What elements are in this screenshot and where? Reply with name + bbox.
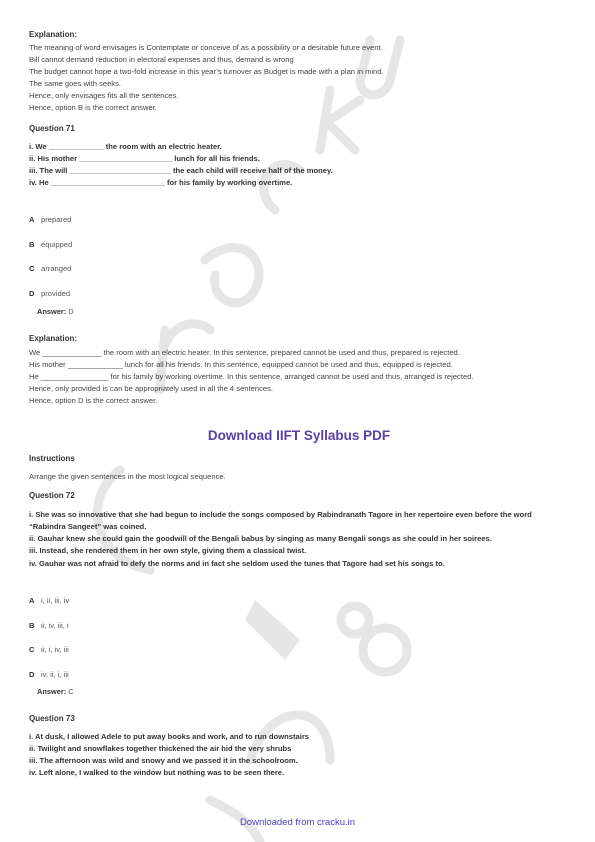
option-text: i, ii, iii, iv bbox=[41, 596, 70, 605]
explanation-line: Hence, only envisages fits all the sentences. bbox=[29, 91, 179, 100]
explanation-heading: Explanation: bbox=[29, 334, 78, 343]
question-71-line: ii. His mother ______________________ lunch for all his friends. bbox=[29, 154, 260, 163]
question-71-line: iii. The will ________________________ the each child will receive half of the money. bbox=[29, 166, 333, 175]
option-text: arranged bbox=[41, 264, 72, 273]
option-text: ii, iv, iii, i bbox=[41, 621, 69, 630]
option-b[interactable] bbox=[29, 621, 69, 630]
explanation-line: Hence, option D is the correct answer. bbox=[29, 396, 158, 405]
option-a[interactable] bbox=[29, 596, 69, 605]
option-text: iv, ii, i, iii bbox=[41, 670, 69, 679]
option-key: B bbox=[29, 621, 35, 630]
footer-source-link[interactable]: Downloaded from cracku.in bbox=[239, 817, 356, 828]
question-72-line: iii. Instead, she rendered them in her own style, giving them a classical twist. bbox=[29, 546, 307, 555]
watermark-ring-2 bbox=[341, 606, 369, 634]
question-72-heading: Question 72 bbox=[29, 491, 75, 500]
download-syllabus-link[interactable]: Download IIFT Syllabus PDF bbox=[207, 428, 391, 443]
question-72-line: iv. Gauhar was not afraid to defy the norms and in fact she seldom used the tunes that Tagore had set his songs to. bbox=[29, 559, 445, 568]
option-key: B bbox=[29, 240, 35, 249]
option-text: ii, i, iv, iii bbox=[41, 645, 69, 654]
question-73-line: iv. Left alone, I walked to the window but nothing was to be seen there. bbox=[29, 768, 285, 777]
explanation-line: The same goes with seeks. bbox=[29, 79, 122, 88]
question-71-line: iv. He ___________________________ for his family by working overtime. bbox=[29, 178, 293, 187]
explanation-line: Hence, option B is the correct answer. bbox=[29, 103, 157, 112]
explanation-line: The meaning of word envisages is Contemplate or conceive of as a possibility or a desirable future event. bbox=[29, 43, 383, 52]
option-text: equipped bbox=[41, 240, 73, 249]
option-key: A bbox=[29, 596, 35, 605]
question-73-heading: Question 73 bbox=[29, 714, 75, 723]
explanation-line: He ________________ for his family by working overtime. In this sentence, arranged cannot be used and thus, arranged is rejected. bbox=[29, 372, 474, 381]
explanation-line: We ______________ the room with an electric heater. In this sentence, prepared cannot be used and thus, prepared is rejected. bbox=[29, 348, 460, 357]
answer-value: C bbox=[68, 687, 74, 696]
option-text: provided bbox=[41, 289, 71, 298]
graduation-cap-icon bbox=[245, 600, 300, 660]
option-d[interactable] bbox=[29, 670, 69, 679]
question-71-heading: Question 71 bbox=[29, 124, 75, 133]
option-key: C bbox=[29, 645, 35, 654]
explanation-line: Hence, only provided is can be appropriately used in all the 4 sentences. bbox=[29, 384, 273, 393]
option-key: D bbox=[29, 670, 35, 679]
watermark-letter-a bbox=[205, 248, 259, 303]
answer-71 bbox=[37, 307, 74, 316]
answer-72 bbox=[37, 687, 74, 696]
option-key: A bbox=[29, 215, 35, 224]
option-d[interactable] bbox=[29, 289, 70, 298]
explanation-line: The budget cannot hope a two-fold increase in this year’s turnover as Budget is made with a plan in mind. bbox=[29, 67, 384, 76]
question-71-line: i. We _____________ the room with an electric heater. bbox=[29, 142, 222, 151]
option-c[interactable] bbox=[29, 645, 69, 654]
explanation-line: Bill cannot demand reduction in electoral expenses and thus, demand is wrong bbox=[29, 55, 294, 64]
question-72-line: ii. Gauhar knew she could gain the goodwill of the Bengali babus by singing as many Bengali songs as she could in her soirees. bbox=[29, 534, 492, 543]
option-c[interactable] bbox=[29, 264, 71, 273]
option-key: D bbox=[29, 289, 35, 298]
answer-label: Answer: bbox=[37, 687, 67, 696]
explanation-heading: Explanation: bbox=[29, 30, 78, 39]
question-73-line: i. At dusk, I allowed Adele to put away books and work, and to run downstairs bbox=[29, 732, 310, 741]
answer-value: D bbox=[68, 307, 74, 316]
option-text: prepared bbox=[41, 215, 72, 224]
watermark-ring-1 bbox=[363, 628, 407, 672]
question-73-line: iii. The afternoon was wild and snowy and we passed it in the schoolroom. bbox=[29, 756, 298, 765]
question-72-line: i. She was so innovative that she had begun to include the songs composed by Rabindranath Tagore in her repertoire even before the word “Rabindra Sangeet” was coined. bbox=[29, 510, 532, 532]
explanation-line: His mother _____________ lunch for all his friends. In this sentence, equipped cannot be used and thus, equipped is rejected. bbox=[29, 360, 453, 369]
instructions-heading: Instructions bbox=[29, 454, 75, 463]
option-a[interactable] bbox=[29, 215, 71, 224]
watermark-letter-k bbox=[320, 90, 360, 150]
instructions-text: Arrange the given sentences in the most logical sequence. bbox=[29, 472, 226, 481]
option-key: C bbox=[29, 264, 35, 273]
option-b[interactable] bbox=[29, 240, 72, 249]
question-73-line: ii. Twilight and snowflakes together thickened the air hid the very shrubs bbox=[29, 744, 292, 753]
answer-label: Answer: bbox=[37, 307, 67, 316]
